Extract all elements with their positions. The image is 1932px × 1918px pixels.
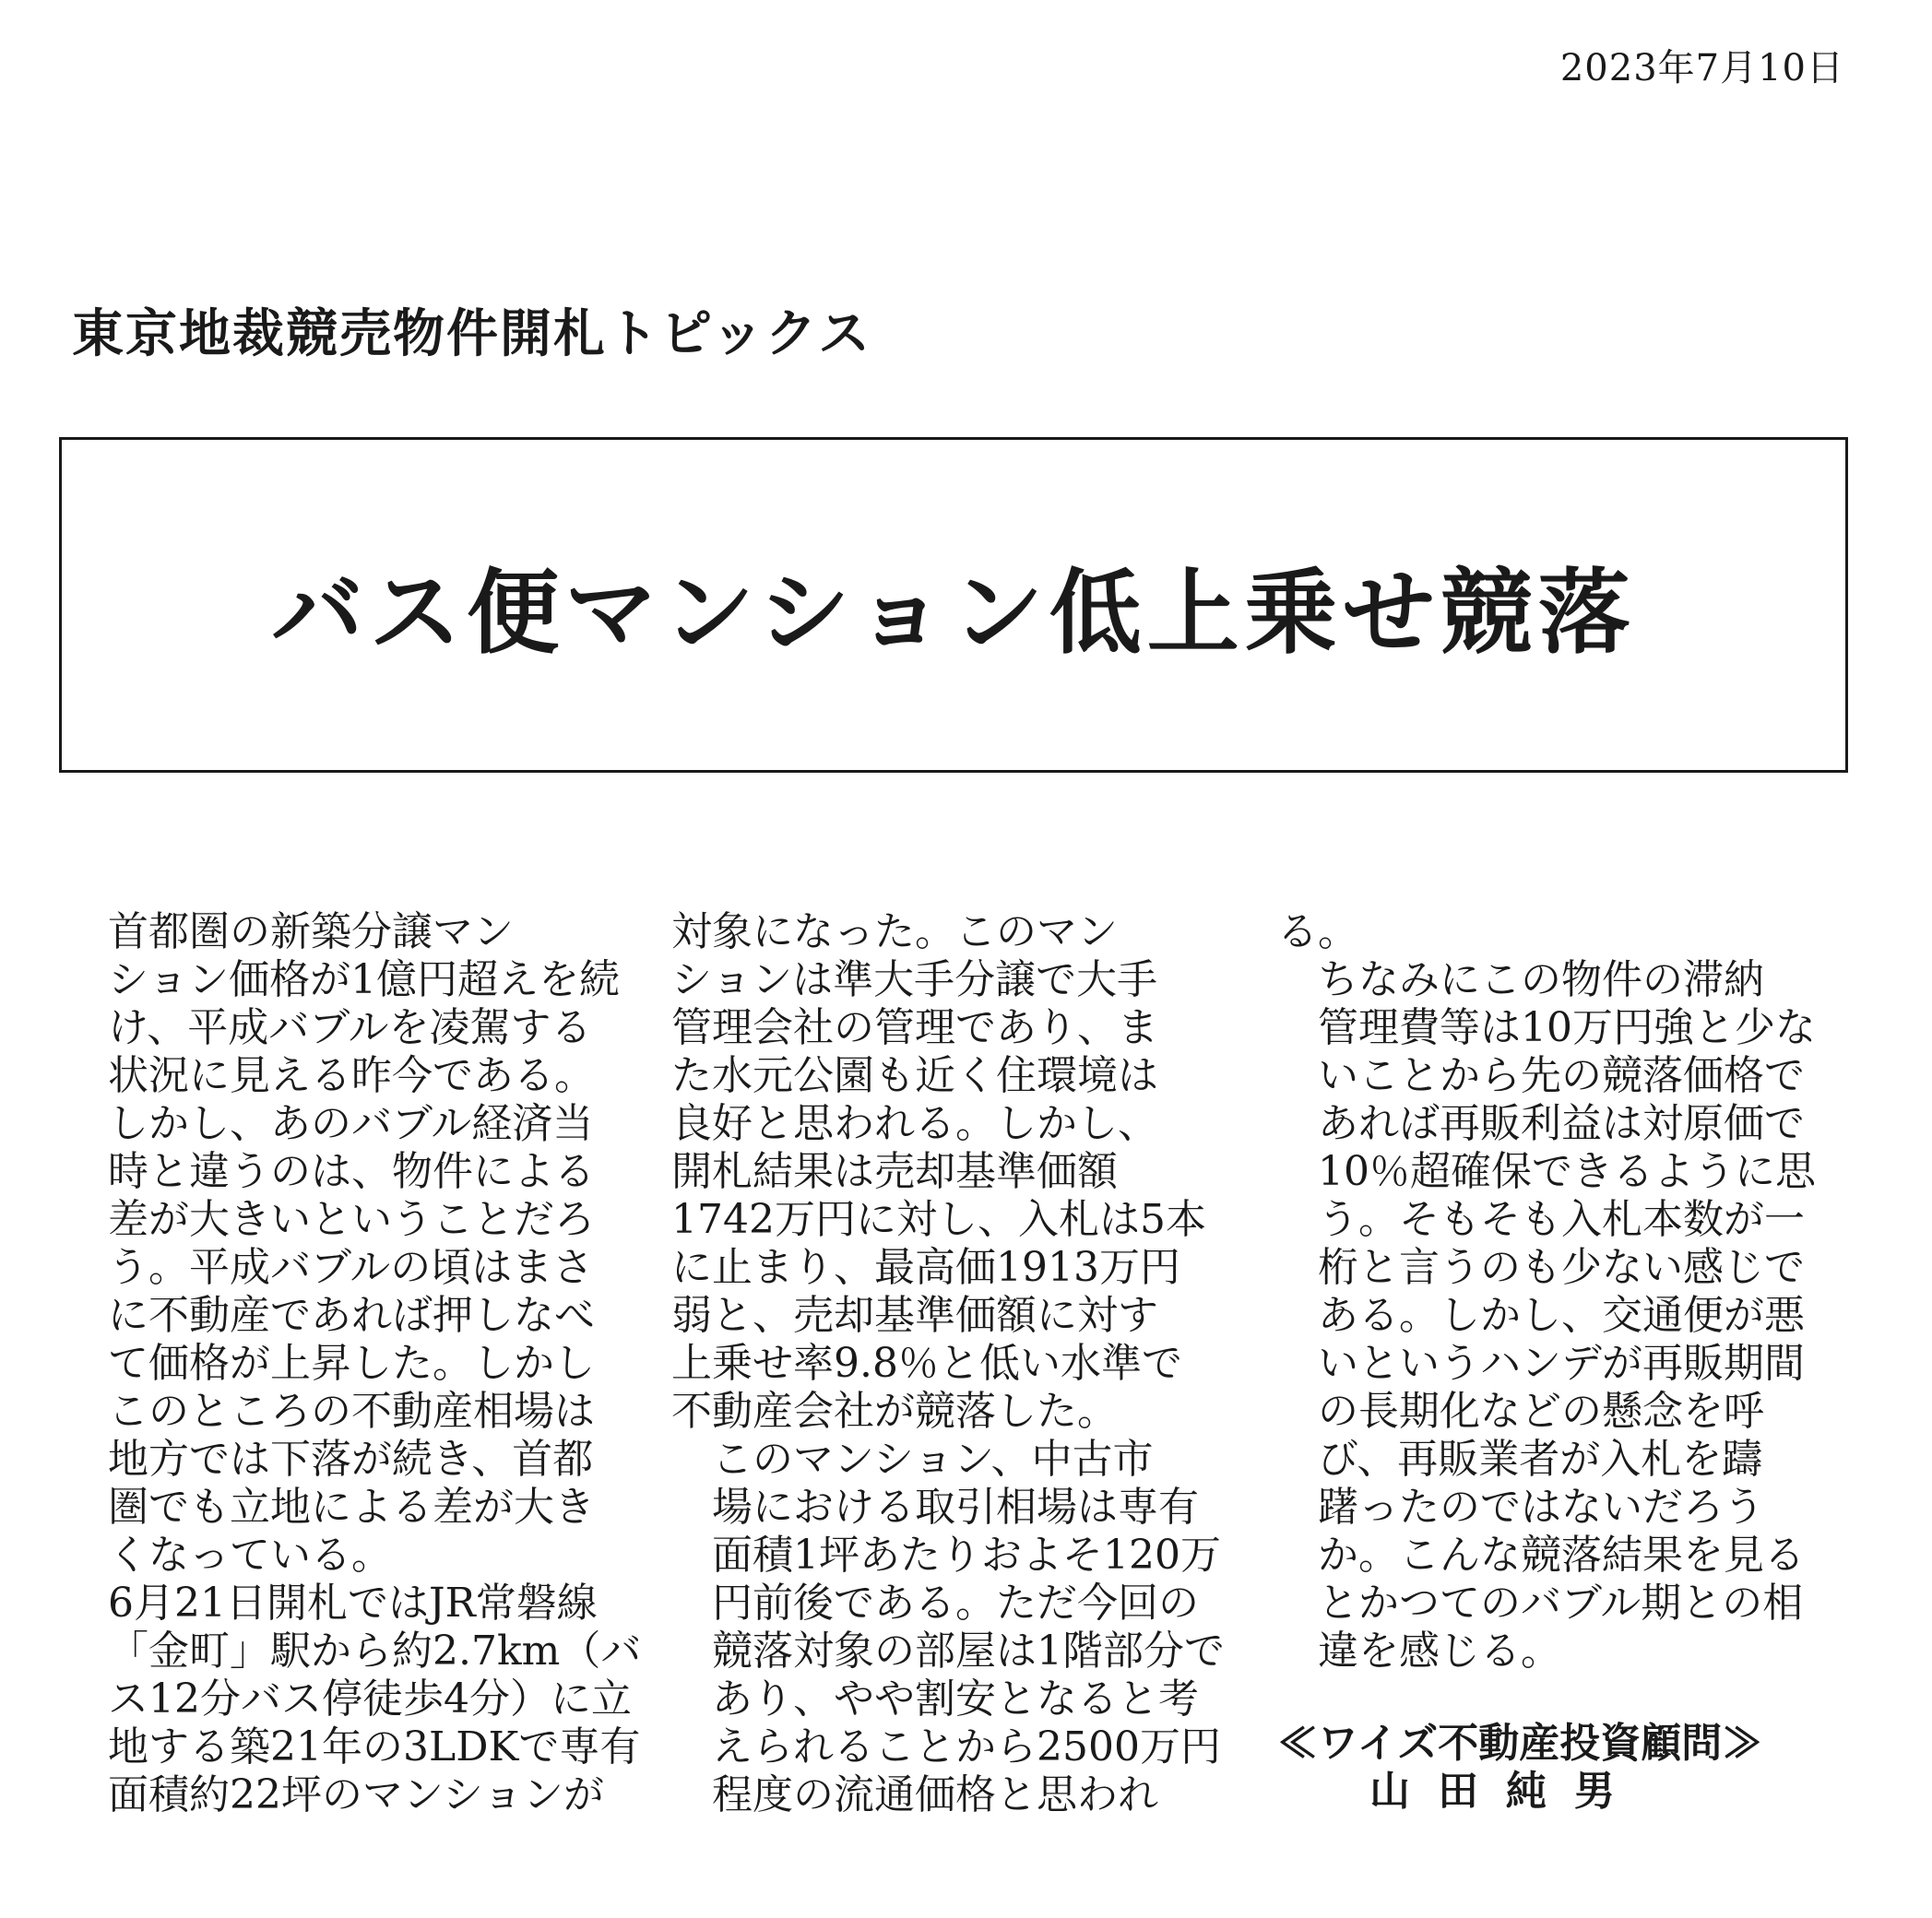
article-line: 円前後である。ただ今回の	[712, 1580, 1199, 1627]
article-line: 開札結果は売却基準価額	[671, 1148, 1118, 1195]
article-line: に不動産であれば押しなべ	[108, 1292, 595, 1339]
article-line: あり、やや割安となると考	[712, 1675, 1199, 1723]
article-line: 上乗せ率9.8％と低い水準で	[671, 1340, 1182, 1387]
byline-organization: ≪ワイズ不動産投資顧問≫	[1277, 1720, 1763, 1767]
article-line: 状況に見える昨今である。	[108, 1052, 595, 1099]
article-line: 場における取引相場は専有	[712, 1484, 1199, 1531]
article-line: に止まり、最高価1913万円	[671, 1244, 1180, 1291]
series-title: 東京地裁競売物件開札トピックス	[72, 304, 872, 364]
article-line: 地する築21年の3LDKで専有	[108, 1723, 641, 1770]
article-line: 程度の流通価格と思われ	[712, 1771, 1158, 1818]
article-paragraph	[1277, 956, 1849, 1675]
article-line: た水元公園も近く住環境は	[671, 1052, 1158, 1099]
article-line: 6月21日開札ではJR常磐線	[108, 1580, 598, 1627]
article-line: 面積1坪あたりおよそ120万	[712, 1532, 1221, 1579]
article-line: あれば再販利益は対原価で	[1318, 1100, 1805, 1147]
article-line: 競落対象の部屋は1階部分で	[712, 1628, 1225, 1675]
article-line: いことから先の競落価格で	[1318, 1052, 1805, 1099]
article-line: け、平成バブルを凌駕する	[108, 1004, 592, 1051]
article-paragraph	[67, 908, 639, 1580]
article-line: ス12分バス停徒歩4分）に立	[108, 1675, 632, 1723]
article-line: 面積約22坪のマンションが	[108, 1771, 605, 1818]
article-line: しかし、あのバブル経済当	[108, 1100, 594, 1147]
article-line: 差が大きいということだろ	[108, 1196, 595, 1243]
article-line: 時と違うのは、物件による	[108, 1148, 595, 1195]
article-line: 躇ったのではないだろう	[1318, 1484, 1764, 1531]
article-line: 弱と、売却基準価額に対す	[671, 1292, 1158, 1339]
column-3	[1277, 908, 1849, 1816]
headline-box	[59, 437, 1848, 773]
article-line: くなっている。	[108, 1532, 392, 1579]
article-line: 首都圏の新築分譲マン	[108, 908, 514, 955]
column-3-body	[1277, 908, 1849, 1675]
article-paragraph	[671, 908, 1243, 1436]
article-line: 対象になった。このマン	[671, 908, 1118, 955]
article-line: えられることから2500万円	[712, 1723, 1221, 1770]
article-line: 「金町」駅から約2.7km（バ	[108, 1628, 642, 1675]
article-line: 良好と思われる。しかし、	[671, 1100, 1158, 1147]
article-paragraph	[1277, 908, 1849, 956]
article-line: ちなみにこの物件の滞納	[1318, 956, 1764, 1003]
article-line: ある。しかし、交通便が悪	[1318, 1292, 1805, 1339]
article-paragraph	[67, 1580, 642, 1819]
article-paragraph	[671, 1436, 1243, 1819]
article-line: う。平成バブルの頃はまさ	[108, 1244, 594, 1291]
article-line: ションは準大手分譲で大手	[671, 956, 1158, 1003]
article-line: の長期化などの懸念を呼	[1318, 1388, 1764, 1435]
article-line: ション価格が1億円超えを続	[108, 956, 621, 1003]
article-line: いというハンデが再販期間	[1318, 1340, 1805, 1387]
article-line: 管理費等は10万円強と少な	[1318, 1004, 1816, 1051]
article-line: とかつてのバブル期との相	[1318, 1580, 1804, 1627]
article-line: このところの不動産相場は	[108, 1388, 595, 1435]
headline: バス便マンション低上乗せ競落	[271, 558, 1636, 667]
article-line: て価格が上昇した。しかし	[108, 1340, 595, 1387]
article-line: 違を感じる。	[1318, 1628, 1561, 1675]
column-2	[671, 908, 1243, 1819]
article-line: 10％超確保できるように思	[1318, 1148, 1816, 1195]
article-line: 地方では下落が続き、首都	[108, 1436, 594, 1483]
article-line: 圏でも立地による差が大き	[108, 1484, 595, 1531]
article-line: う。そもそも入札本数が一	[1318, 1196, 1805, 1243]
article-date: 2023年7月10日	[1559, 47, 1844, 89]
article-line: か。こんな競落結果を見る	[1318, 1532, 1805, 1579]
article-line: 桁と言うのも少ない感じで	[1318, 1244, 1805, 1291]
article-line: び、再販業者が入札を躊	[1318, 1436, 1763, 1483]
byline-author: 山田純男	[1369, 1768, 1642, 1815]
column-1	[67, 908, 642, 1819]
article-line: 管理会社の管理であり、ま	[671, 1004, 1158, 1051]
article-line: このマンション、中古市	[712, 1436, 1154, 1483]
article-line: る。	[1277, 908, 1358, 955]
article-line: 1742万円に対し、入札は5本	[671, 1196, 1206, 1243]
article-line: 不動産会社が競落した。	[671, 1388, 1118, 1435]
